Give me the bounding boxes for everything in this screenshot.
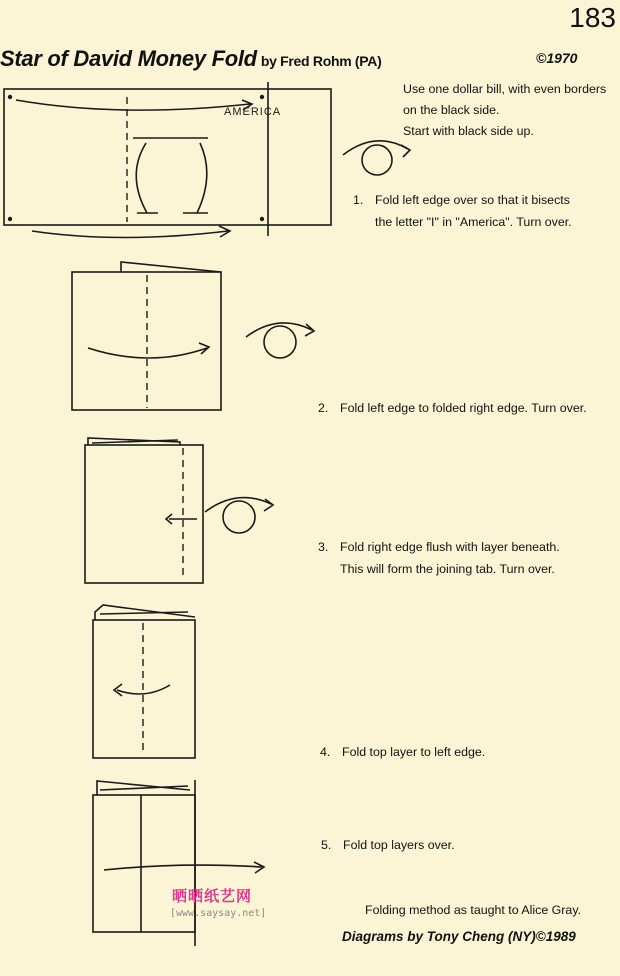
corner-dot [260, 95, 264, 99]
step-line: Fold top layer to left edge. [342, 745, 486, 759]
watermark-logo: 晒晒纸艺网 [172, 888, 253, 905]
turn-over-icon [343, 141, 410, 175]
turn-over-icon [205, 498, 273, 533]
fold-arrow [104, 865, 262, 870]
step-1-text [353, 189, 572, 233]
corner-dot [8, 95, 12, 99]
diagram-step-5 [93, 780, 267, 946]
watermark-url: [www.saysay.net] [170, 908, 267, 919]
diagram-step-3 [85, 438, 203, 583]
diagrams-credit: Diagrams by Tony Cheng (NY)©1989 [342, 929, 576, 944]
folding-method-credit: Folding method as taught to Alice Gray. [365, 903, 582, 917]
step-line: This will form the joining tab. Turn over. [340, 562, 555, 576]
fold-arrow [16, 100, 250, 110]
step-line: the letter "I" in "America". Turn over. [375, 215, 572, 229]
author-line: by Fred Rohm (PA) [260, 53, 382, 69]
fold-arrow [32, 231, 228, 238]
intro-line: on the black side. [403, 103, 500, 117]
turn-over-icon [246, 323, 314, 358]
step-3-text [318, 536, 560, 580]
diagram-step-2 [72, 262, 221, 410]
step-line: Fold top layers over. [343, 838, 455, 852]
step-line: Fold left edge over so that it bisects [375, 193, 570, 207]
folded-bill [85, 445, 203, 583]
step-5-text [321, 834, 455, 856]
intro-line: Start with black side up. [403, 124, 534, 138]
step-number: 3. [318, 540, 329, 554]
diagram-step-1 [4, 82, 331, 238]
step-2-text [318, 397, 587, 419]
title-text: Star of David Money Fold [0, 46, 257, 71]
corner-dot [8, 217, 12, 221]
copyright-1970: ©1970 [536, 50, 578, 66]
intro-line: Use one dollar bill, with even borders [403, 82, 607, 96]
step-number: 4. [320, 745, 331, 759]
portrait-frame [133, 138, 208, 213]
diagram-step-4 [93, 605, 195, 758]
step-line: Fold right edge flush with layer beneath. [340, 540, 560, 554]
page-number: 183 [569, 2, 616, 33]
step-line: Fold left edge to folded right edge. Turn over. [340, 401, 587, 415]
corner-dot [260, 217, 264, 221]
step-number: 1. [353, 193, 364, 207]
step-number: 5. [321, 838, 332, 852]
step-number: 2. [318, 401, 329, 415]
folded-bill [93, 620, 195, 758]
step-4-text [320, 741, 485, 763]
bill-label: AMERICA [224, 106, 282, 118]
